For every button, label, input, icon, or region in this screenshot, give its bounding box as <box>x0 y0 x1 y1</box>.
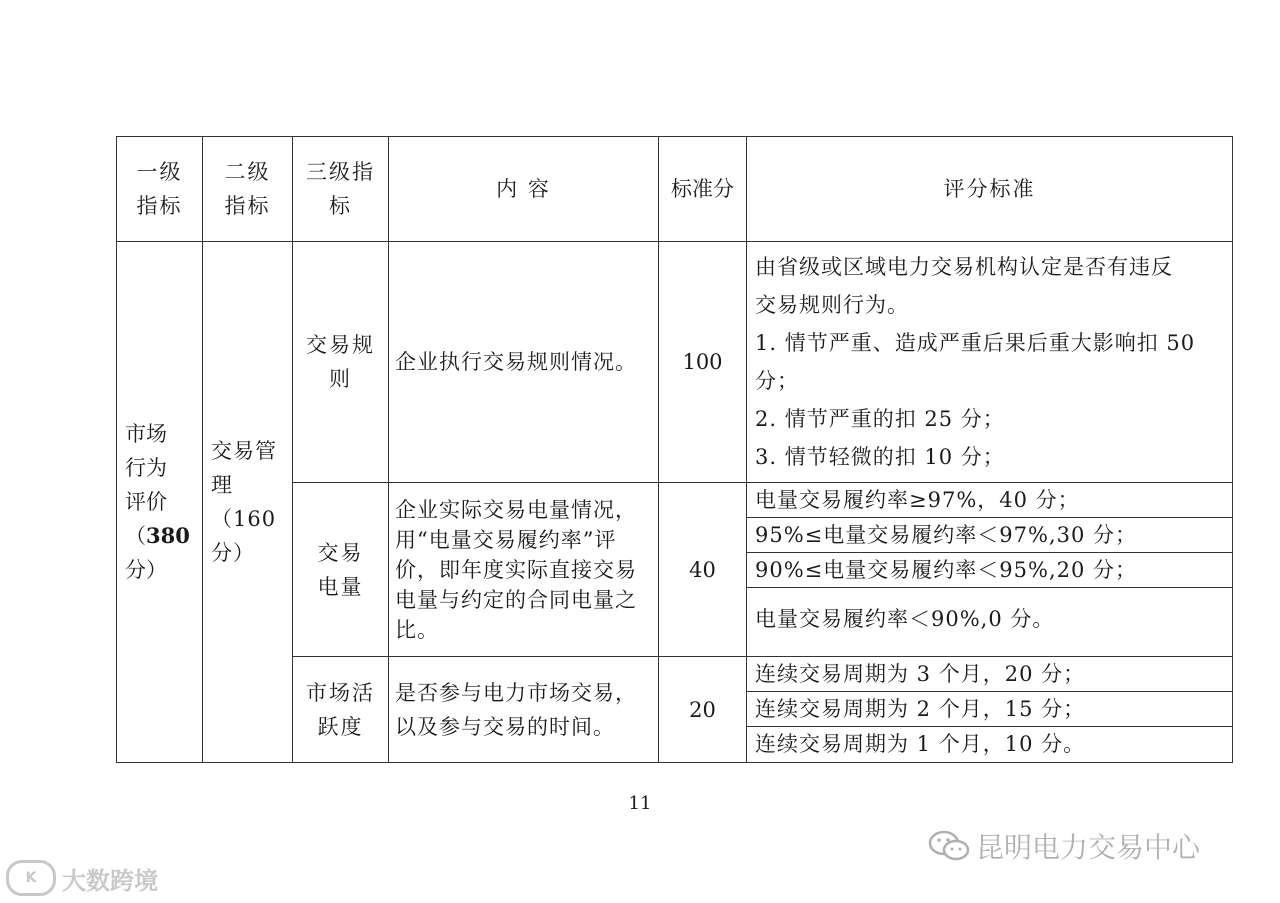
criteria-item: 90%≤电量交易履约率＜95%,20 分； <box>747 553 1232 588</box>
content-market-activity: 是否参与电力市场交易， 以及参与交易的时间。 <box>389 657 659 763</box>
header-level2: 二级 指标 <box>203 137 293 242</box>
criteria-market-activity <box>747 657 1233 763</box>
watermark-logo-icon: K <box>6 860 56 896</box>
header-criteria: 评分标准 <box>747 137 1233 242</box>
criteria-item: 电量交易履约率≥97%，40 分； <box>747 483 1232 518</box>
level3-trading-rules: 交易规 则 <box>293 242 389 483</box>
level3-market-activity: 市场活 跃度 <box>293 657 389 763</box>
content-trading-rules: 企业执行交易规则情况。 <box>389 242 659 483</box>
score-trading-volume: 40 <box>659 483 747 657</box>
header-standard-score: 标准分 <box>659 137 747 242</box>
level2-indicator: 交易管 理（160 分） <box>203 242 293 763</box>
content-trading-volume: 企业实际交易电量情况， 用“电量交易履约率”评 价，即年度实际直接交易 电量与约定的合同电量之 比。 <box>389 483 659 657</box>
criteria-item: 连续交易周期为 1 个月，10 分。 <box>755 732 1086 756</box>
page-number: 11 <box>628 793 652 814</box>
score-market-activity: 20 <box>659 657 747 763</box>
header-level3: 三级指 标 <box>293 137 389 242</box>
criteria-trading-rules: 由省级或区域电力交易机构认定是否有违反 交易规则行为。 1. 情节严重、造成严重后果后重大影响扣 50 分； 2. 情节严重的扣 25 分； 3. 情节轻微的扣 10 分； <box>747 242 1233 483</box>
table-row <box>117 242 1233 483</box>
score-trading-rules: 100 <box>659 242 747 483</box>
criteria-item: 95%≤电量交易履约率＜97%,30 分； <box>747 518 1232 553</box>
criteria-trading-volume <box>747 483 1233 657</box>
criteria-item: 连续交易周期为 2 个月，15 分； <box>747 692 1232 727</box>
header-level1: 一级 指标 <box>117 137 203 242</box>
criteria-item: 连续交易周期为 3 个月，20 分； <box>747 657 1232 692</box>
criteria-item: 电量交易履约率＜90%,0 分。 <box>755 607 1055 631</box>
table-header-row <box>117 137 1233 242</box>
watermark-right <box>928 826 1200 866</box>
level3-trading-volume: 交易 电量 <box>293 483 389 657</box>
header-content: 内 容 <box>389 137 659 242</box>
wechat-icon <box>928 830 970 862</box>
watermark-left-text: 大数跨境 <box>62 866 158 895</box>
watermark-right-text: 昆明电力交易中心 <box>976 831 1201 864</box>
evaluation-table <box>116 136 1233 763</box>
level1-indicator: 市场 行为 评价 （380 分） <box>117 242 203 763</box>
watermark-left <box>6 860 158 896</box>
